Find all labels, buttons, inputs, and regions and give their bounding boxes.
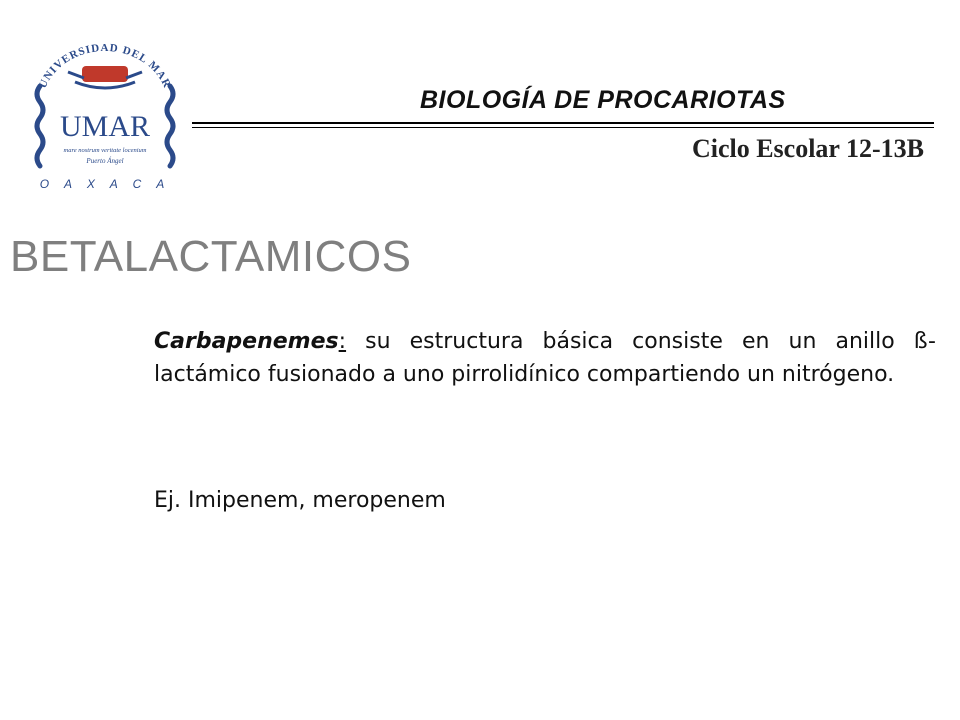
logo-state: O A X A C A: [39, 177, 171, 191]
logo-place: Puerto Ángel: [86, 157, 124, 165]
school-cycle: Ciclo Escolar 12-13B: [691, 134, 924, 163]
course-title: BIOLOGÍA DE PROCARIOTAS: [420, 86, 786, 114]
header-divider-thick: [192, 122, 934, 124]
slide-title: BETALACTAMICOS: [10, 232, 412, 281]
umar-seal-icon: [20, 36, 190, 196]
definition-term: Carbapenemes: [154, 329, 339, 354]
definition-text: su estructura básica consiste en un anillo ß-lactámico fusionado a uno pirrolidínico compartiendo un nitrógeno.: [154, 329, 936, 387]
logo-monogram: UMAR: [59, 110, 151, 143]
header-divider-thin: [192, 127, 934, 128]
logo-ring-text: UNIVERSIDAD DEL MAR: [36, 41, 174, 91]
examples-line: Ej. Imipenem, meropenem: [154, 488, 446, 513]
definition-colon: :: [338, 329, 347, 354]
definition-paragraph: [154, 325, 936, 391]
logo-motto: mare nostrum veritate locenium: [63, 147, 147, 154]
university-logo: [20, 36, 190, 196]
